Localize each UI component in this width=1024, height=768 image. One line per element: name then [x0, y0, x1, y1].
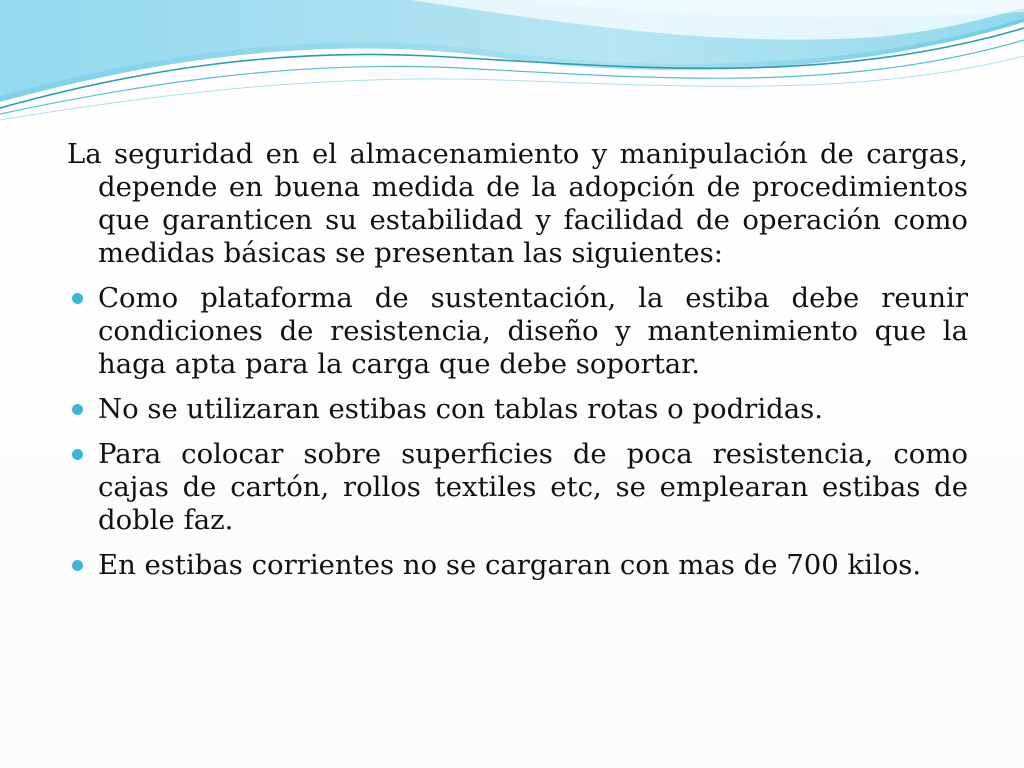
slide-content [67, 138, 968, 594]
bullet-text: Para colocar sobre superficies de poca resistencia, como cajas de cartón, rollos textiles etc, se emplearan estibas de doble faz. [98, 438, 968, 536]
bullet-item [67, 393, 968, 426]
bullet-dot-icon [72, 404, 83, 415]
bullet-text: En estibas corrientes no se cargaran con mas de 700 kilos. [98, 549, 922, 581]
bullet-item [67, 438, 968, 537]
bullet-item [67, 549, 968, 582]
intro-paragraph: La seguridad en el almacenamiento y manipulación de cargas, depende en buena medida de la adopción de procedimientos que garanticen su estabilidad y facilidad de operación como medidas básicas se presentan las siguientes: [67, 138, 968, 269]
bullet-item [67, 282, 968, 381]
bullet-dot-icon [72, 449, 83, 460]
bullet-list [67, 282, 968, 582]
wave-header-decoration [0, 0, 1024, 130]
bullet-text: No se utilizaran estibas con tablas rotas o podridas. [98, 393, 823, 425]
bullet-dot-icon [72, 293, 83, 304]
bullet-text: Como plataforma de sustentación, la estiba debe reunir condiciones de resistencia, diseño y mantenimiento que la haga apta para la carga que debe soportar. [98, 282, 968, 380]
bullet-dot-icon [72, 560, 83, 571]
